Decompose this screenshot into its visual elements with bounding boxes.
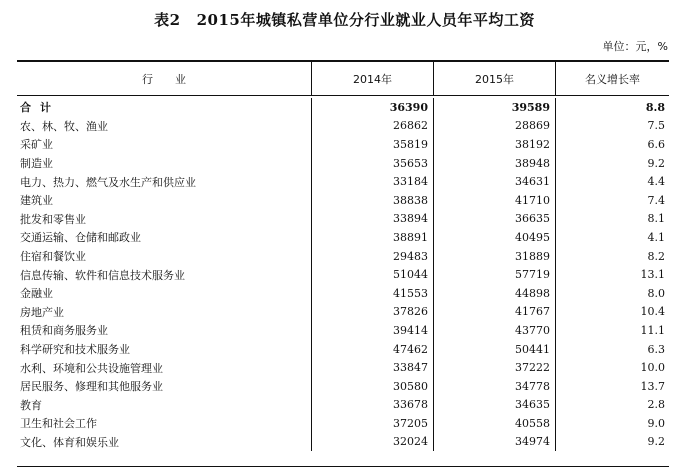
- growth-rate-cell: 13.7: [555, 377, 669, 396]
- wage-2014-cell: 33184: [311, 172, 433, 191]
- wage-2015-cell: 38948: [433, 154, 555, 173]
- wage-2014-cell: 47462: [311, 340, 433, 359]
- wage-2015-cell: 34635: [433, 396, 555, 415]
- wage-2014-cell: 38838: [311, 191, 433, 210]
- growth-rate-cell: 2.8: [555, 396, 669, 415]
- wage-2015-cell: 41767: [433, 303, 555, 322]
- table-row: [17, 396, 669, 415]
- industry-name-cell: 采矿业: [20, 138, 53, 152]
- wage-2015-cell: 40495: [433, 228, 555, 247]
- table-title: [0, 10, 689, 30]
- industry-name-cell: 水利、环境和公共设施管理业: [20, 361, 163, 375]
- wage-2015-cell: 34631: [433, 172, 555, 191]
- wage-2015-cell: 50441: [433, 340, 555, 359]
- table-row: [17, 358, 669, 377]
- wage-2015-cell: 31889: [433, 247, 555, 266]
- table-row: [17, 414, 669, 433]
- table-title-text: 2015年城镇私营单位分行业就业人员年平均工资: [196, 11, 535, 29]
- table-row: [17, 117, 669, 136]
- growth-rate-cell: 6.6: [555, 135, 669, 154]
- industry-name-cell: 农、林、牧、渔业: [20, 119, 108, 133]
- table-row: [17, 210, 669, 229]
- header-2015: 2015年: [433, 62, 555, 95]
- growth-rate-cell: 10.4: [555, 303, 669, 322]
- industry-name-cell: 科学研究和技术服务业: [20, 343, 130, 357]
- table-row: [17, 228, 669, 247]
- industry-name-cell: 教育: [20, 398, 42, 412]
- growth-rate-cell: 6.3: [555, 340, 669, 359]
- growth-rate-cell: 8.1: [555, 210, 669, 229]
- industry-name-cell: 金融业: [20, 287, 53, 301]
- table-header-row: [17, 62, 669, 96]
- growth-rate-cell: 4.4: [555, 172, 669, 191]
- table-row: [17, 377, 669, 396]
- table-row: [17, 247, 669, 266]
- growth-rate-cell: 8.0: [555, 284, 669, 303]
- wage-2015-cell: 43770: [433, 321, 555, 340]
- table-row: [17, 284, 669, 303]
- wage-2015-cell: 44898: [433, 284, 555, 303]
- growth-rate-cell: 11.1: [555, 321, 669, 340]
- growth-rate-cell: 4.1: [555, 228, 669, 247]
- wage-2014-cell: 33678: [311, 396, 433, 415]
- table-row: [17, 135, 669, 154]
- industry-name-cell: 文化、体育和娱乐业: [20, 435, 119, 449]
- growth-rate-cell: 10.0: [555, 358, 669, 377]
- table-number: 表2: [154, 11, 181, 29]
- wage-2014-cell: 35653: [311, 154, 433, 173]
- wage-2014-cell: 33894: [311, 210, 433, 229]
- industry-name-cell: 房地产业: [20, 305, 64, 319]
- table-row: [17, 433, 669, 452]
- industry-name-cell: 批发和零售业: [20, 212, 86, 226]
- industry-name-cell: 电力、热力、燃气及水生产和供应业: [20, 175, 196, 189]
- table-row: [17, 154, 669, 173]
- industry-name-cell: 制造业: [20, 157, 53, 171]
- growth-rate-cell: 7.5: [555, 117, 669, 136]
- wage-2014-cell: 41553: [311, 284, 433, 303]
- growth-rate-cell: 7.4: [555, 191, 669, 210]
- wage-2014-cell: 37205: [311, 414, 433, 433]
- growth-rate-cell: 9.2: [555, 433, 669, 452]
- wage-2015-cell: 36635: [433, 210, 555, 229]
- wage-2014-cell: 26862: [311, 117, 433, 136]
- table-body: [17, 96, 669, 451]
- growth-rate-cell: 8.8: [555, 98, 669, 117]
- wage-2015-cell: 41710: [433, 191, 555, 210]
- wage-2014-cell: 51044: [311, 265, 433, 284]
- wage-2015-cell: 38192: [433, 135, 555, 154]
- industry-name-cell: 住宿和餐饮业: [20, 250, 86, 264]
- table-row-total: [17, 98, 669, 117]
- header-industry: 行业: [142, 72, 208, 86]
- table-row: [17, 340, 669, 359]
- wage-2014-cell: 30580: [311, 377, 433, 396]
- wage-2015-cell: 37222: [433, 358, 555, 377]
- wage-2015-cell: 34778: [433, 377, 555, 396]
- header-2014: 2014年: [311, 62, 433, 95]
- table-row: [17, 321, 669, 340]
- growth-rate-cell: 8.2: [555, 247, 669, 266]
- wage-2014-cell: 33847: [311, 358, 433, 377]
- table-bottom-rule: [17, 466, 669, 467]
- wage-2015-cell: 57719: [433, 265, 555, 284]
- unit-note: 单位：元，%: [602, 40, 668, 53]
- wage-2015-cell: 28869: [433, 117, 555, 136]
- industry-name-cell: 租赁和商务服务业: [20, 324, 108, 338]
- table-row: [17, 191, 669, 210]
- industry-name-cell: 合计: [20, 101, 60, 115]
- growth-rate-cell: 13.1: [555, 265, 669, 284]
- wage-2014-cell: 37826: [311, 303, 433, 322]
- industry-name-cell: 居民服务、修理和其他服务业: [20, 380, 163, 394]
- wage-2014-cell: 32024: [311, 433, 433, 452]
- industry-name-cell: 信息传输、软件和信息技术服务业: [20, 268, 185, 282]
- wage-table: [17, 60, 669, 451]
- table-row: [17, 172, 669, 191]
- table-row: [17, 265, 669, 284]
- wage-2014-cell: 39414: [311, 321, 433, 340]
- industry-name-cell: 卫生和社会工作: [20, 417, 97, 431]
- header-growth: 名义增长率: [555, 62, 669, 95]
- wage-2015-cell: 39589: [433, 98, 555, 117]
- wage-2014-cell: 38891: [311, 228, 433, 247]
- growth-rate-cell: 9.2: [555, 154, 669, 173]
- wage-2015-cell: 34974: [433, 433, 555, 452]
- wage-2014-cell: 36390: [311, 98, 433, 117]
- industry-name-cell: 建筑业: [20, 194, 53, 208]
- wage-2015-cell: 40558: [433, 414, 555, 433]
- wage-2014-cell: 29483: [311, 247, 433, 266]
- industry-name-cell: 交通运输、仓储和邮政业: [20, 231, 141, 245]
- growth-rate-cell: 9.0: [555, 414, 669, 433]
- table-row: [17, 303, 669, 322]
- wage-2014-cell: 35819: [311, 135, 433, 154]
